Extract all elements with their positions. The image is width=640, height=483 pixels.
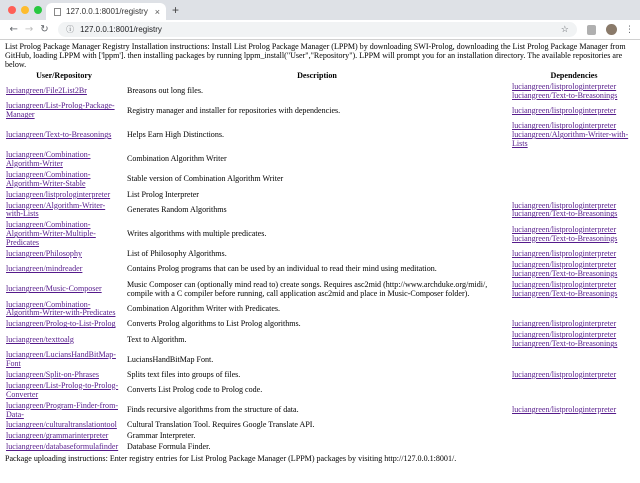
- repo-cell: [6, 190, 122, 201]
- dependency-link[interactable]: luciangreen/listprologinterpreter: [512, 369, 617, 379]
- table-row: [6, 121, 636, 150]
- page-icon: [54, 8, 61, 16]
- repo-cell: [6, 201, 122, 221]
- repo-link[interactable]: luciangreen/Prolog-to-List-Prolog: [6, 319, 116, 329]
- new-tab-button[interactable]: +: [172, 3, 180, 17]
- repo-cell: [6, 249, 122, 260]
- dependencies-cell: [512, 170, 636, 190]
- repo-cell: [6, 170, 122, 190]
- dependency-link[interactable]: luciangreen/listprologinterpreter: [512, 319, 617, 329]
- table-row: [6, 442, 636, 453]
- repo-link[interactable]: luciangreen/Split-on-Phrases: [6, 369, 99, 379]
- header-user-repository: User/Repository: [36, 70, 92, 80]
- description-cell: List Prolog Interpreter: [127, 189, 199, 199]
- maximize-window-button[interactable]: [34, 6, 42, 14]
- repo-cell: [6, 150, 122, 170]
- description-cell: Generates Random Algorithms: [127, 204, 227, 214]
- browser-toolbar: [0, 20, 640, 40]
- dependencies-cell: [512, 260, 636, 280]
- description-cell: Cultural Translation Tool. Requires Google Translate API.: [127, 420, 315, 430]
- description-cell: Writes algorithms with multiple predicates.: [127, 229, 267, 239]
- repo-link[interactable]: luciangreen/culturaltranslationtool: [6, 420, 117, 430]
- minimize-window-button[interactable]: [21, 6, 29, 14]
- repo-link[interactable]: luciangreen/Music-Composer: [6, 284, 102, 294]
- dependency-link[interactable]: luciangreen/listprologinterpreter: [512, 224, 617, 234]
- table-row: [6, 101, 636, 121]
- description-cell: Helps Earn High Distinctions.: [127, 130, 224, 140]
- dependencies-cell: [512, 201, 636, 221]
- description-cell: Finds recursive algorithms from the structure of data.: [127, 405, 299, 415]
- dependencies-cell: [512, 401, 636, 421]
- description-cell: List of Philosophy Algorithms.: [127, 249, 227, 259]
- description-cell: Database Formula Finder.: [127, 442, 211, 452]
- table-row: [6, 150, 636, 170]
- repo-cell: [6, 431, 122, 442]
- avatar[interactable]: [606, 24, 617, 35]
- repo-link[interactable]: luciangreen/Algorithm-Writer-with-Lists: [6, 200, 106, 219]
- repo-link[interactable]: luciangreen/File2List2Br: [6, 86, 87, 96]
- repo-link[interactable]: luciangreen/Combination-Algorithm-Writer-Multiple-Predicates: [6, 220, 96, 248]
- reload-icon[interactable]: ↻: [40, 24, 49, 35]
- table-row: [6, 381, 636, 401]
- dependency-link[interactable]: luciangreen/listprologinterpreter: [512, 249, 617, 259]
- description-cell: Converts Prolog algorithms to List Prolog algorithms.: [127, 319, 301, 329]
- dependencies-cell: [512, 381, 636, 401]
- repo-cell: [6, 442, 122, 453]
- tab-close-icon[interactable]: ×: [154, 6, 160, 17]
- table-row: [6, 249, 636, 260]
- repo-link[interactable]: luciangreen/Combination-Algorithm-Writer-with-Predicates: [6, 299, 116, 318]
- table-row: [6, 319, 636, 330]
- repo-link[interactable]: luciangreen/Combination-Algorithm-Writer: [6, 149, 91, 168]
- dependencies-cell: [512, 220, 636, 249]
- repo-cell: [6, 350, 122, 370]
- dependency-link[interactable]: luciangreen/listprologinterpreter: [512, 81, 617, 91]
- description-cell: Registry manager and installer for repositories with dependencies.: [127, 105, 341, 115]
- url-text[interactable]: 127.0.0.1:8001/registry: [80, 25, 162, 34]
- repo-link[interactable]: luciangreen/LuciansHandBitMap-Font: [6, 350, 116, 368]
- description-cell: Converts List Prolog code to Prolog code.: [127, 385, 263, 395]
- tab-bar: [0, 0, 640, 20]
- dependencies-cell: [512, 190, 636, 201]
- dependencies-cell: [512, 300, 636, 320]
- description-cell: LuciansHandBitMap Font.: [127, 354, 214, 364]
- table-row: [6, 330, 636, 350]
- window-controls: [8, 6, 42, 14]
- repo-link[interactable]: luciangreen/listprologinterpreter: [6, 189, 111, 199]
- repo-cell: [6, 280, 122, 300]
- repo-link[interactable]: luciangreen/List-Prolog-to-Prolog-Converter: [6, 380, 119, 399]
- dependencies-cell: [512, 150, 636, 170]
- description-cell: Combination Algorithm Writer with Predicates.: [127, 304, 281, 314]
- repo-cell: [6, 370, 122, 381]
- dependency-link[interactable]: luciangreen/listprologinterpreter: [512, 200, 617, 210]
- browser-tab[interactable]: [46, 3, 166, 20]
- dependencies-cell: [512, 370, 636, 381]
- table-header-row: [6, 72, 636, 82]
- dependencies-cell: [512, 350, 636, 370]
- description-cell: Grammar Interpreter.: [127, 431, 196, 441]
- repo-cell: [6, 330, 122, 350]
- description-cell: Music Composer can (optionally mind read to) create songs. Requires asc2mid (http://www.archduke.org/midi/, compile with a C compiler before running, call application asc2mid and place in Music-Composer folder).: [127, 279, 488, 298]
- table-row: [6, 350, 636, 370]
- table-row: [6, 280, 636, 300]
- dependency-link[interactable]: luciangreen/Text-to-Breasonings: [512, 288, 618, 298]
- table-row: [6, 220, 636, 249]
- dependency-link[interactable]: luciangreen/Text-to-Breasonings: [512, 90, 618, 100]
- dependency-link[interactable]: luciangreen/Text-to-Breasonings: [512, 268, 618, 278]
- forward-icon[interactable]: →: [24, 24, 34, 35]
- table-row: [6, 82, 636, 102]
- description-cell: Contains Prolog programs that can be used by an individual to read their mind using meditation.: [127, 264, 437, 274]
- repo-link[interactable]: luciangreen/grammarinterpreter: [6, 431, 109, 441]
- repo-link[interactable]: luciangreen/List-Prolog-Package-Manager: [6, 101, 115, 120]
- back-icon[interactable]: ←: [9, 24, 18, 35]
- description-cell: Text to Algorithm.: [127, 334, 187, 344]
- repo-cell: [6, 260, 122, 280]
- table-row: [6, 300, 636, 320]
- header-dependencies: Dependencies: [550, 70, 598, 80]
- repo-cell: [6, 381, 122, 401]
- bookmark-star-icon[interactable]: ☆: [560, 24, 569, 34]
- dependencies-cell: [512, 431, 636, 442]
- description-cell: Breasons out long files.: [127, 86, 203, 96]
- table-row: [6, 370, 636, 381]
- info-icon[interactable]: ⓘ: [66, 25, 75, 34]
- table-row: [6, 190, 636, 201]
- dependency-link[interactable]: luciangreen/listprologinterpreter: [512, 105, 617, 115]
- repo-link[interactable]: luciangreen/Text-to-Breasonings: [6, 130, 112, 140]
- intro-text: List Prolog Package Manager Registry Installation instructions: Install List Prolog Package Manager (LPPM) by downloading SWI-Prolog, downloading the List Prolog Package Manager from GitHub, loading LPPM with ['lppm']. then installing packages by running lppm_install("User","Repository"). LPPM will prompt you for an installation directory. The available repositories are below.: [5, 42, 626, 69]
- dependency-link[interactable]: luciangreen/listprologinterpreter: [512, 279, 617, 289]
- repo-cell: [6, 121, 122, 150]
- menu-icon[interactable]: ⋮: [625, 24, 635, 35]
- table-row: [6, 201, 636, 221]
- table-row: [6, 170, 636, 190]
- header-description: Description: [297, 70, 337, 80]
- table-row: [6, 401, 636, 421]
- dependency-link[interactable]: luciangreen/Text-to-Breasonings: [512, 233, 618, 243]
- repo-link[interactable]: luciangreen/mindreader: [6, 264, 83, 274]
- extension-icon[interactable]: [587, 25, 597, 35]
- repo-cell: [6, 319, 122, 330]
- registry-table: [5, 72, 637, 453]
- dependency-link[interactable]: luciangreen/listprologinterpreter: [512, 259, 617, 269]
- description-cell: Combination Algorithm Writer: [127, 154, 227, 164]
- dependencies-cell: [512, 420, 636, 431]
- dependencies-cell: [512, 101, 636, 121]
- repo-cell: [6, 101, 122, 121]
- repo-cell: [6, 420, 122, 431]
- footer-text: Package uploading instructions: Enter registry entries for List Prolog Package Manager (LPPM) packages by visiting http://127.0.0.1:8001/.: [5, 454, 457, 464]
- dependencies-cell: [512, 280, 636, 300]
- tab-title: 127.0.0.1:8001/registry: [66, 7, 148, 16]
- repo-link[interactable]: luciangreen/texttoalg: [6, 334, 74, 344]
- repo-link[interactable]: luciangreen/databaseformulafinder: [6, 442, 119, 452]
- repo-link[interactable]: luciangreen/Combination-Algorithm-Writer-Stable: [6, 169, 91, 188]
- repo-link[interactable]: luciangreen/Program-Finder-from-Data-: [6, 400, 119, 419]
- dependencies-cell: [512, 82, 636, 102]
- dependency-link[interactable]: luciangreen/Text-to-Breasonings: [512, 209, 618, 219]
- table-row: [6, 420, 636, 431]
- description-cell: Stable version of Combination Algorithm Writer: [127, 174, 284, 184]
- dependency-link[interactable]: luciangreen/Algorithm-Writer-with-Lists: [512, 130, 629, 149]
- repo-cell: [6, 82, 122, 102]
- repo-cell: [6, 220, 122, 249]
- dependencies-cell: [512, 330, 636, 350]
- repo-cell: [6, 300, 122, 320]
- repo-link[interactable]: luciangreen/Philosophy: [6, 249, 82, 259]
- page-content: [0, 40, 640, 464]
- dependency-link[interactable]: luciangreen/listprologinterpreter: [512, 405, 617, 415]
- dependencies-cell: [512, 442, 636, 453]
- dependencies-cell: [512, 121, 636, 150]
- table-row: [6, 260, 636, 280]
- close-window-button[interactable]: [8, 6, 16, 14]
- repo-cell: [6, 401, 122, 421]
- dependency-link[interactable]: luciangreen/Text-to-Breasonings: [512, 339, 618, 349]
- dependencies-cell: [512, 319, 636, 330]
- address-bar[interactable]: [58, 22, 577, 37]
- dependency-link[interactable]: luciangreen/listprologinterpreter: [512, 330, 617, 340]
- table-row: [6, 431, 636, 442]
- dependencies-cell: [512, 249, 636, 260]
- dependency-link[interactable]: luciangreen/listprologinterpreter: [512, 121, 617, 131]
- description-cell: Splits text files into groups of files.: [127, 369, 241, 379]
